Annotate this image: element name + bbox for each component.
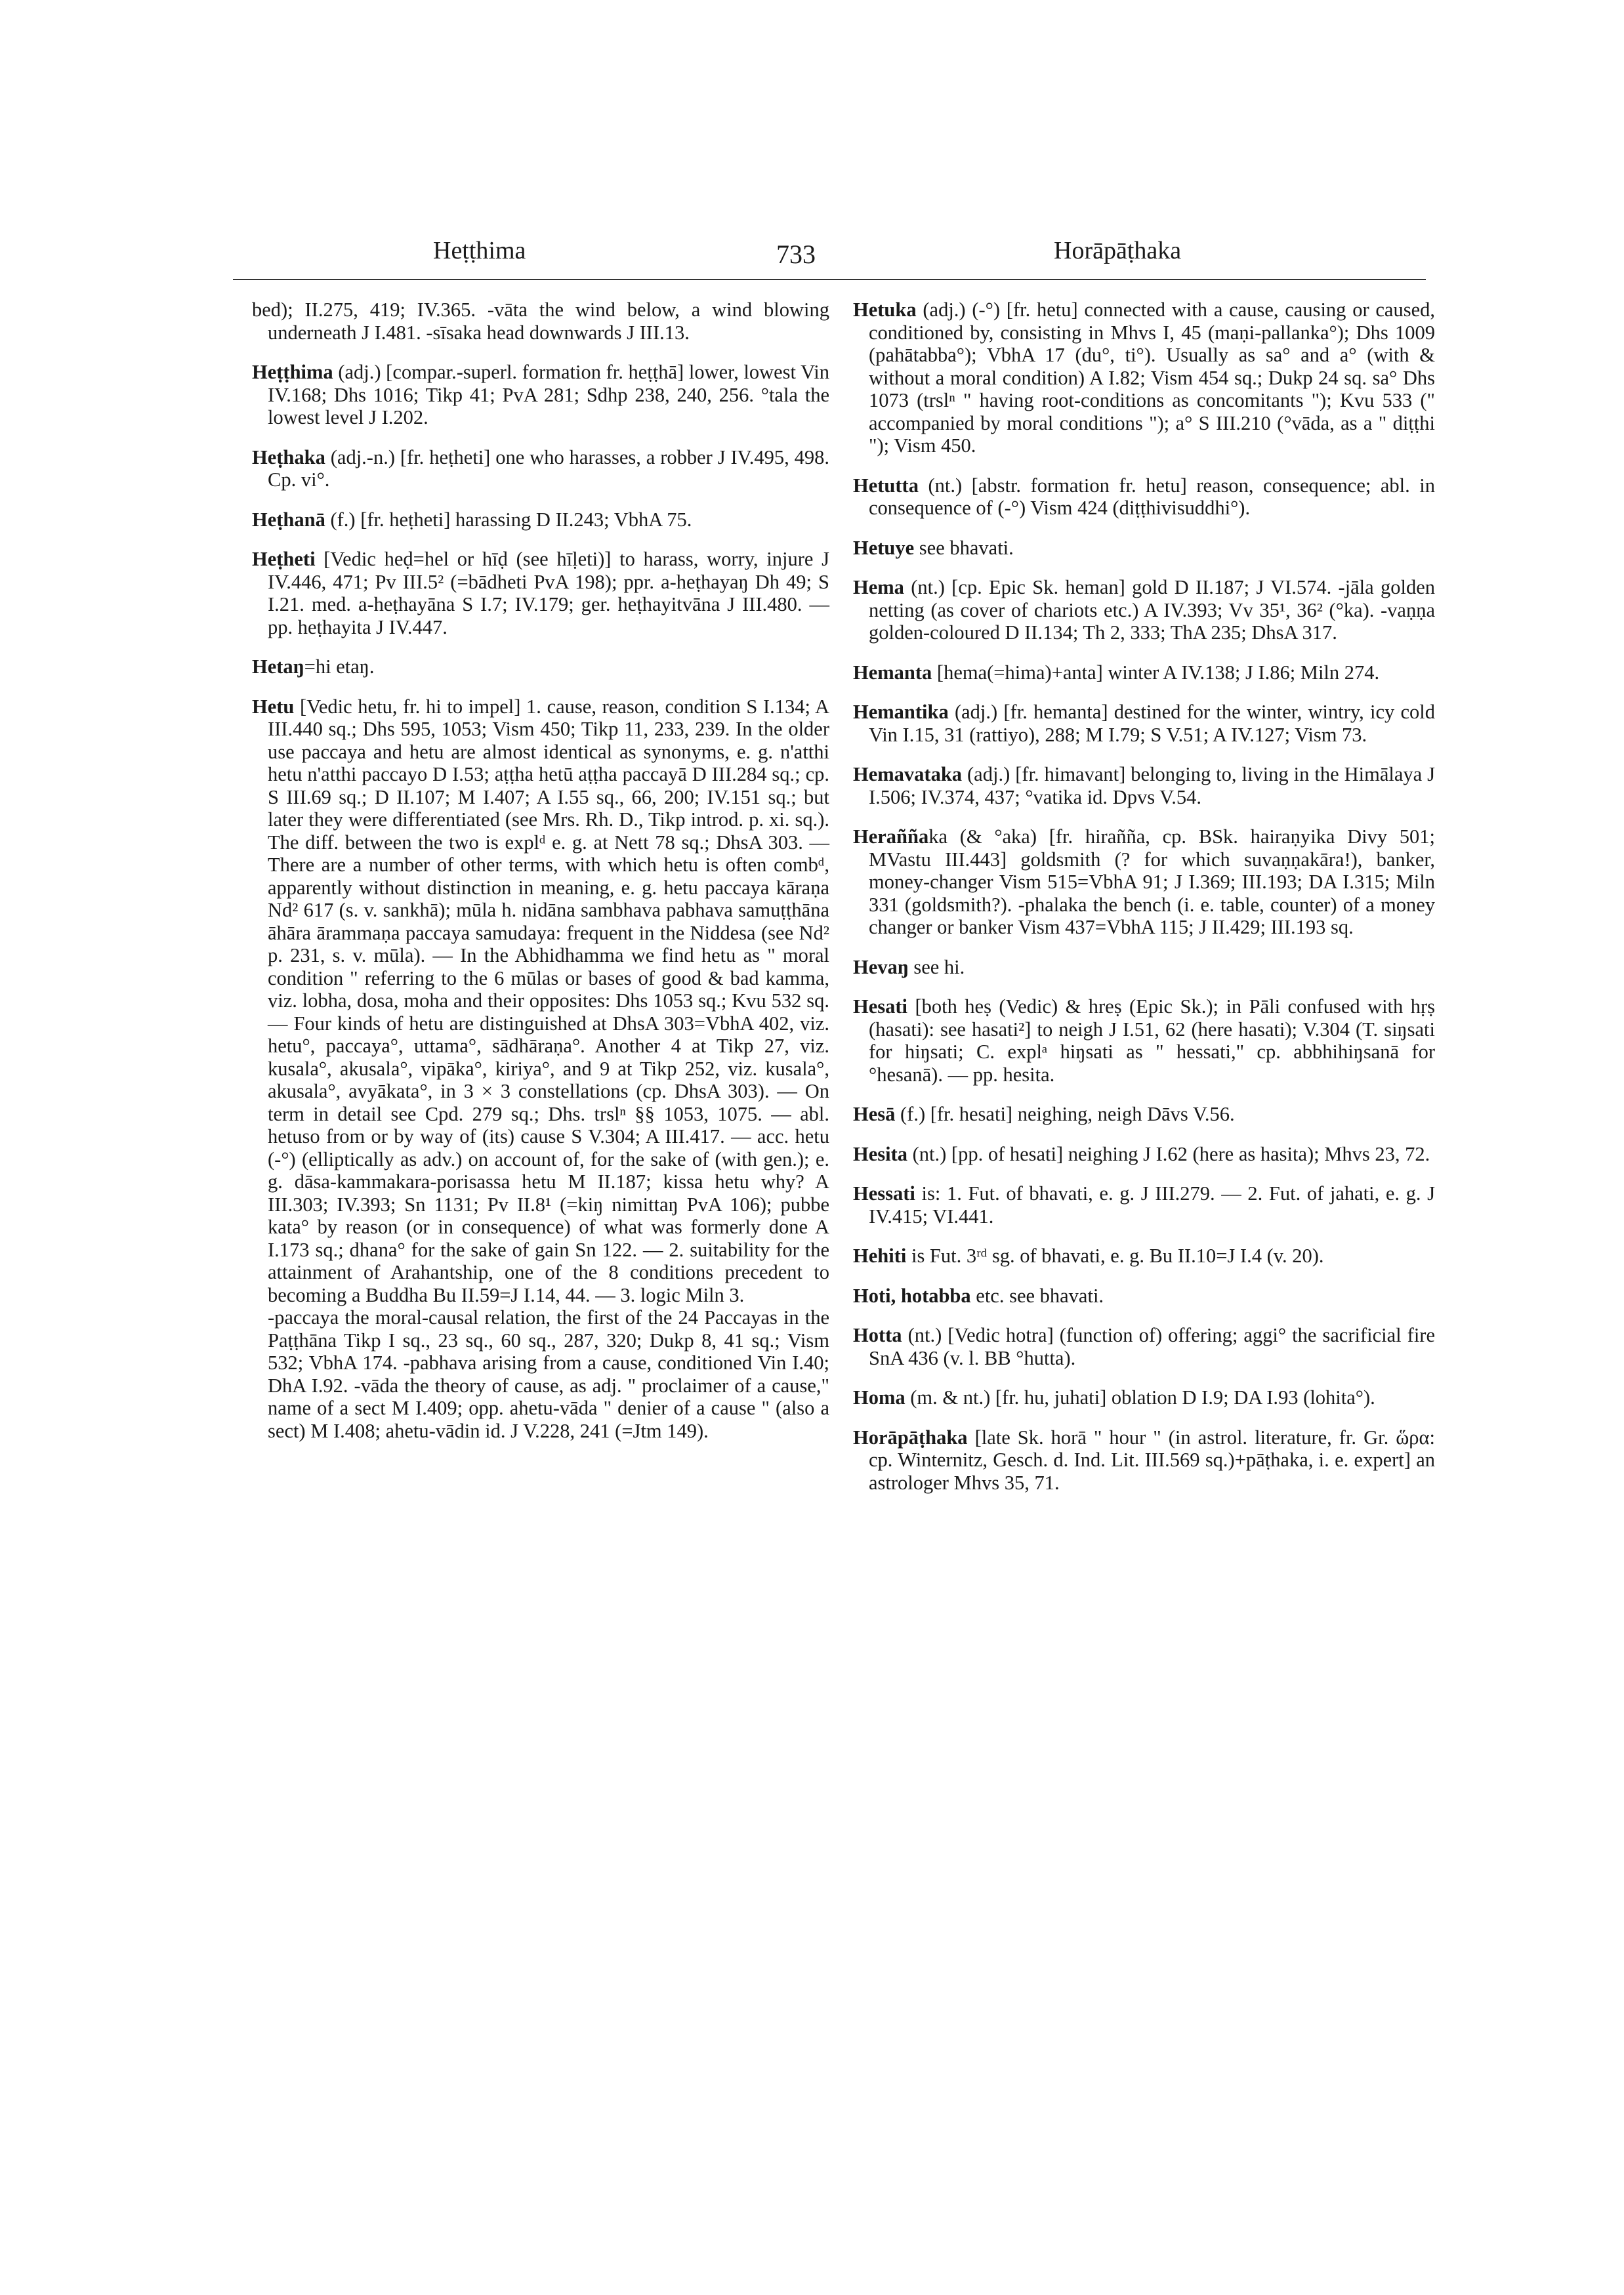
headword: Hessati — [853, 1182, 915, 1205]
headword: Hema — [853, 576, 904, 598]
entry-body: [Vedic heḍ=hel or hīḍ (see hīḷeti)] to harass, worry, injure J IV.446, 471; Pv III.5² (=bādheti PvA 198); ppr. a-heṭhayaŋ Dh 49; S I.21. med. a-heṭhayāna S I.7; IV.179; ger. heṭhayitvāna J III.480. — pp. heṭhayita J IV.447. — [268, 548, 829, 638]
headword: Hetuye — [853, 536, 915, 559]
entry-body: (f.) [fr. heṭheti] harassing D II.243; VbhA 75. — [325, 508, 692, 531]
entry — [853, 825, 1435, 939]
entry — [252, 361, 829, 429]
entry — [853, 576, 1435, 644]
entry — [853, 1386, 1435, 1409]
entry-body: (adj.) [compar.-superl. formation fr. heṭṭhā] lower, lowest Vin IV.168; Dhs 1016; Tikp 41; PvA 281; Sdhp 238, 240, 256. °tala the lowest level J I.202. — [268, 361, 829, 428]
headword: Hemanta — [853, 661, 932, 684]
entry-body: is Fut. 3ʳᵈ sg. of bhavati, e. g. Bu II.10=J I.4 (v. 20). — [906, 1245, 1324, 1267]
entry-body: see hi. — [908, 955, 965, 978]
headword: Hetaŋ — [252, 655, 304, 678]
entry — [853, 1324, 1435, 1369]
entry-body: [hema(=hima)+anta] winter A IV.138; J I.86; Miln 274. — [932, 661, 1380, 684]
entry — [853, 1103, 1435, 1126]
entry — [252, 446, 829, 491]
entry — [252, 548, 829, 638]
header-rule — [233, 279, 1426, 280]
entry-body: (f.) [fr. hesati] neighing, neigh Dāvs V.56. — [895, 1103, 1235, 1125]
entry — [252, 299, 829, 344]
headword: Heṭhanā — [252, 508, 325, 531]
headword: Hesita — [853, 1142, 908, 1165]
headword: Hemantika — [853, 701, 949, 723]
entry-body: (adj.) [fr. hemanta] destined for the winter, wintry, icy cold Vin I.15, 31 (rattiyo), 288; M I.79; S V.51; A IV.127; Vism 73. — [869, 701, 1435, 746]
entry — [853, 763, 1435, 808]
entry-body: ka (& °aka) [fr. hirañña, cp. BSk. hairaṇyika Divy 501; MVastu III.443] goldsmith (? for which suvaṇṇakāra!), banker, money-changer Vism 515=VbhA 91; J I.369; III.193; DA I.315; Miln 331 (goldsmith?). -phalaka the bench (i. e. table, counter) of a money changer or banker Vism 437=VbhA 115; J II.429; III.193 sq. — [869, 825, 1435, 938]
headword: Heṭheti — [252, 548, 316, 570]
right-column — [853, 299, 1435, 1511]
entry — [853, 299, 1435, 457]
headword: Hotta — [853, 1324, 902, 1346]
headword: Hoti, hotabba — [853, 1284, 971, 1307]
running-head-right: Horāpāṭhaka — [1054, 237, 1182, 264]
entry — [252, 655, 829, 678]
entry-body: [late Sk. horā " hour " (in astrol. literature, fr. Gr. ὥρα: cp. Winternitz, Gesch. d. Ind. Lit. III.569 sq.)+pāṭhaka, i. e. expert] an astrologer Mhvs 35, 71. — [869, 1426, 1435, 1494]
entry-body: bed); II.275, 419; IV.365. -vāta the wind below, a wind blowing underneath J I.481. -sīsaka head downwards J III.13. — [252, 299, 829, 344]
entry-body: (adj.) (-°) [fr. hetu] connected with a cause, causing or caused, conditioned by, consisting in Mhvs I, 45 (maṇi-pallanka°); Dhs 1009 (pahātabba°); VbhA 17 (du°, ti°). Usually as sa° and a° (with & without a moral condition) A I.82; Vism 454 sq.; Dukp 24 sq. sa° Dhs 1073 (trslⁿ " having root-conditions as concomitants "); Kvu 533 (" accompanied by moral conditions "); a° S III.210 (°vāda, as a " diṭṭhi "); Vism 450. — [869, 299, 1435, 457]
entry — [853, 474, 1435, 520]
headword: Herañña — [853, 825, 929, 848]
entry-body: (m. & nt.) [fr. hu, juhati] oblation D I.9; DA I.93 (lohita°). — [905, 1386, 1375, 1409]
entry-body: [Vedic hetu, fr. hi to impel] 1. cause, reason, condition S I.134; A III.440 sq.; Dhs 595, 1053; Vism 450; Tikp 11, 233, 239. In the older use paccaya and hetu are almost identical as synonyms, e. g. n'atthi hetu n'atthi paccayo D I.53; aṭṭha hetū aṭṭha paccayā D III.284 sq.; cp. S III.69 sq.; D II.107; M I.407; A I.55 sq., 66, 200; IV.151 sq.; but later they were differentiated (see Mrs. Rh. D., Tikp introd. p. xi. sq.). The diff. between the two is explᵈ e. g. at Nett 78 sq.; DhsA 303. — There are a number of other terms, with which hetu is often combᵈ, apparently without distinction in meaning, e. g. hetu paccaya kāraṇa Nd² 617 (s. v. sankhā); mūla h. nidāna sambhava pabhava samuṭṭhāna āhāra ārammaṇa paccaya samudaya: frequent in the Niddesa (see Nd² p. 231, s. v. mūla). — In the Abhidhamma we find hetu as " moral condition " referring to the 6 mūlas or bases of good & bad kamma, viz. lobha, dosa, moha and their opposites: Dhs 1053 sq.; Kvu 532 sq. — Four kinds of hetu are distinguished at DhsA 303=VbhA 402, viz. hetu°, paccaya°, uttama°, sādhāraṇa°. Another 4 at Tikp 27, viz. kusala°, akusala°, vipāka°, kiriya°, and 9 at Tikp 252, viz. kusala°, akusala°, avyākata°, in 3 × 3 constellations (cp. DhsA 303). — On term in detail see Cpd. 279 sq.; Dhs. trslⁿ §§ 1053, 1075. — abl. hetuso from or by way of (its) cause S V.304; A III.417. — acc. hetu (-°) (elliptically as adv.) on account of, for the sake of (with gen.); e. g. dāsa-kammakara-porisassa hetu M II.187; kissa hetu why? A III.303; IV.393; Sn 1131; Pv II.8¹ (=kiŋ nimittaŋ PvA 106); pubbe kata° by reason (or in consequence) of what was formerly done A I.173 sq.; dhana° for the sake of gain Sn 122. — 2. suitability for the attainment of Arahantship, one of the 8 conditions precedent to becoming a Buddha Bu II.59=J I.14, 44. — 3. logic Miln 3. — [268, 695, 829, 1306]
entry-body: (nt.) [pp. of hesati] neighing J I.62 (here as hasita); Mhvs 23, 72. — [907, 1142, 1430, 1165]
entry-body: (nt.) [cp. Epic Sk. heman] gold D II.187; J VI.574. -jāla golden netting (as cover of chariots etc.) A IV.393; Vv 35¹, 36² (°ka). -vaṇṇa golden-coloured D II.134; Th 2, 333; ThA 235; DhsA 317. — [869, 576, 1435, 644]
entry-body: (nt.) [abstr. formation fr. hetu] reason, consequence; abl. in consequence of (-°) Vism 424 (diṭṭhivisuddhi°). — [869, 474, 1435, 519]
entry-body: (adj.-n.) [fr. heṭheti] one who harasses, a robber J IV.495, 498. Cp. vi°. — [268, 445, 829, 491]
entry — [853, 1245, 1435, 1268]
entry — [853, 701, 1435, 746]
entry — [252, 695, 829, 1443]
entry — [853, 1285, 1435, 1308]
entry-body: [both heṣ (Vedic) & hreṣ (Epic Sk.); in Pāli confused with hṛṣ (hasati): see hasati²] to neigh J I.51, 62 (here hasati); V.304 (T. siŋsati for hiŋsati; C. explᵃ hiŋsati as " hessati," cp. abbhihiŋsanā for °hesanā). — pp. hesita. — [869, 995, 1435, 1086]
entry — [853, 537, 1435, 560]
headword: Heṭhaka — [252, 445, 325, 468]
entry-body: etc. see bhavati. — [970, 1284, 1104, 1307]
headword: Hetuka — [853, 299, 917, 321]
running-head-left: Heṭṭhima — [433, 237, 526, 264]
entry — [853, 1426, 1435, 1495]
headword: Hemavataka — [853, 763, 963, 785]
entry — [252, 508, 829, 531]
entry-body: see bhavati. — [914, 536, 1014, 559]
headword: Hetu — [252, 695, 295, 718]
headword: Hesā — [853, 1103, 896, 1125]
entry-body: =hi etaŋ. — [304, 655, 375, 678]
headword: Horāpāṭhaka — [853, 1426, 968, 1449]
entry-body: (adj.) [fr. himavant] belonging to, living in the Himālaya J I.506; IV.374, 437; °vatika id. Dpvs V.54. — [869, 763, 1435, 808]
entry — [853, 956, 1435, 979]
entry-body: (nt.) [Vedic hotra] (function of) offering; aggi° the sacrificial fire SnA 436 (v. l. BB °hutta). — [869, 1324, 1435, 1369]
entry-compounds: -paccaya the moral-causal relation, the first of the 24 Paccayas in the Paṭṭhāna Tikp I sq., 23 sq., 60 sq., 287, 320; Dukp 8, 41 sq.; Vism 532; VbhA 174. -pabhava arising from a cause, conditioned Vin I.40; DhA I.92. -vāda the theory of cause, as adj. " proclaimer of a cause," name of a sect M I.409; opp. ahetu-vāda " denier of a cause " (also a sect) M I.408; ahetu-vādin id. J V.228, 241 (=Jtm 149). — [268, 1306, 829, 1442]
headword: Heṭṭhima — [252, 361, 333, 383]
headword: Hetutta — [853, 474, 919, 497]
headword: Hesati — [853, 995, 908, 1018]
entry — [853, 1182, 1435, 1228]
entry — [853, 1143, 1435, 1166]
entry — [853, 661, 1435, 684]
entry — [853, 995, 1435, 1086]
left-column — [252, 299, 829, 1459]
headword: Hehiti — [853, 1245, 907, 1267]
page-number: 733 — [776, 239, 816, 269]
headword: Homa — [853, 1386, 906, 1409]
headword: Hevaŋ — [853, 955, 909, 978]
entry-body: is: 1. Fut. of bhavati, e. g. J III.279. — 2. Fut. of jahati, e. g. J IV.415; VI.441. — [869, 1182, 1435, 1228]
